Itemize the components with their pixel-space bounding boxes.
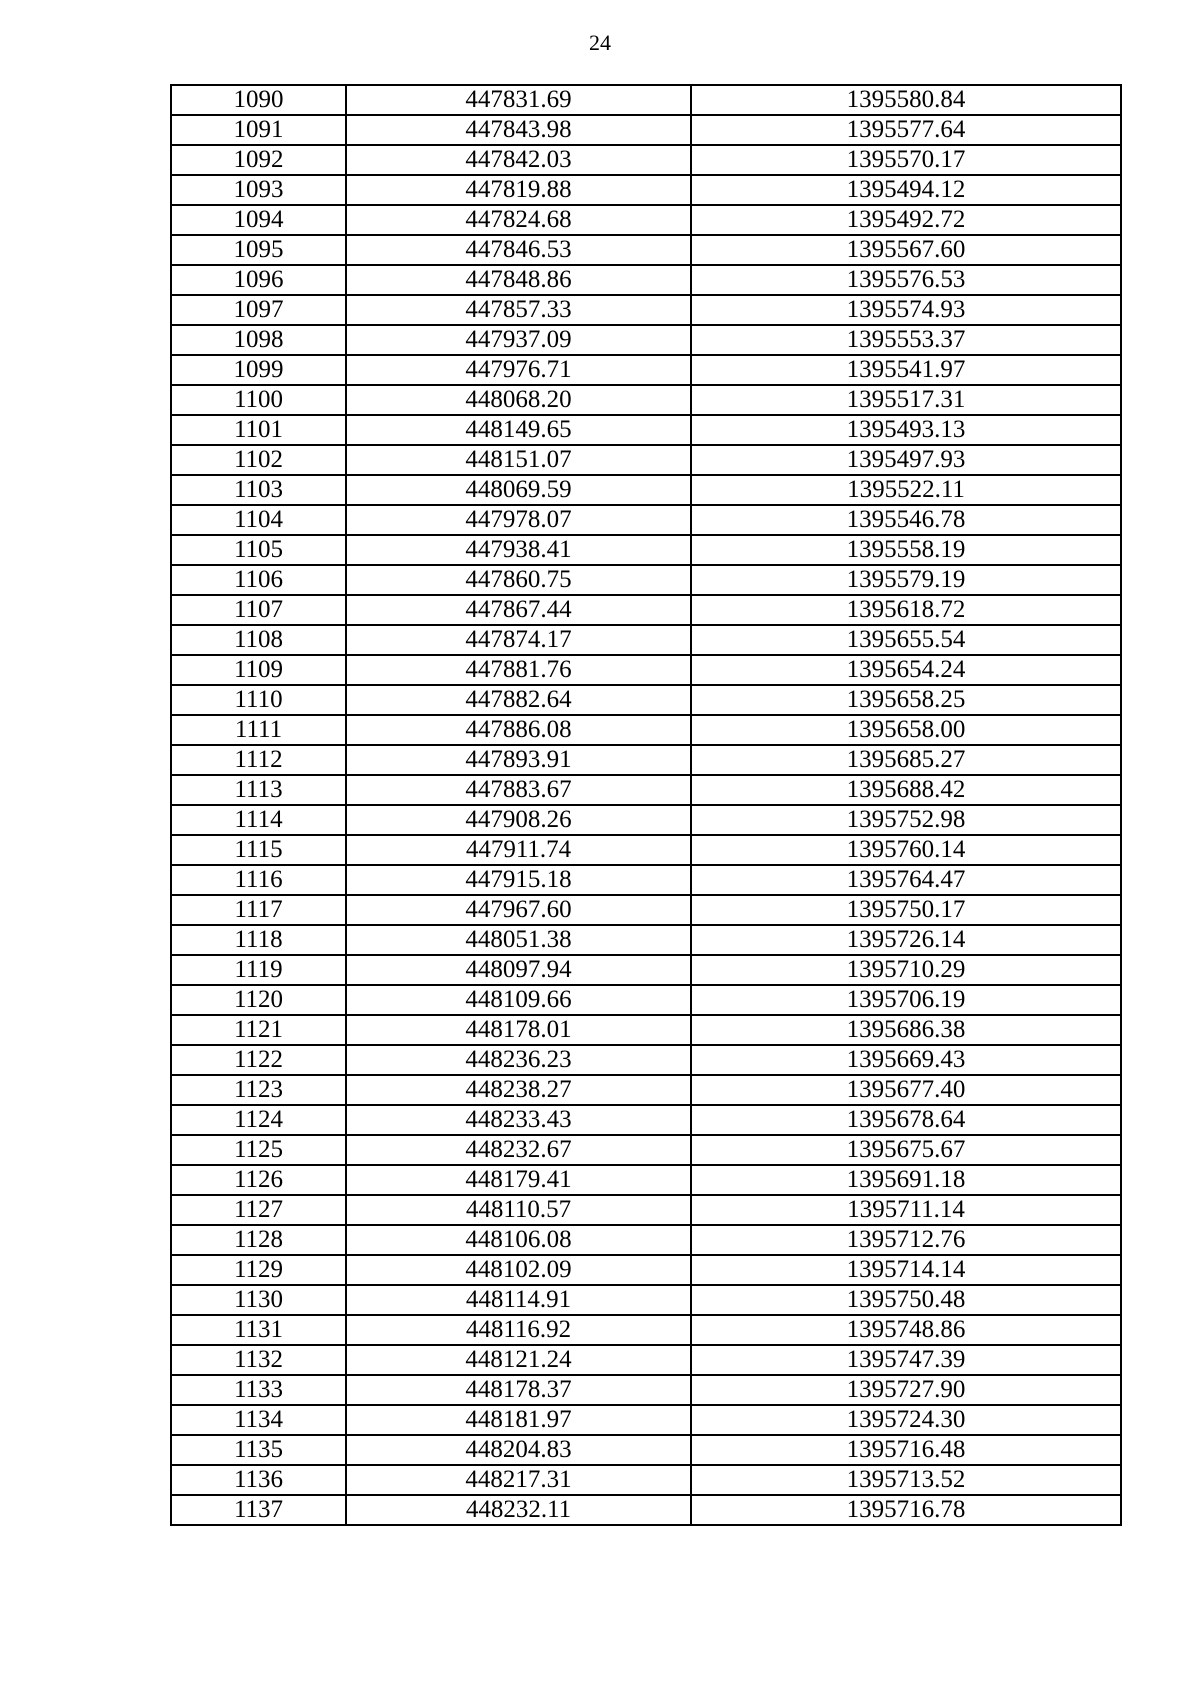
table-row [171, 1255, 1121, 1285]
y-coordinate-cell: 1395688.42 [691, 775, 1121, 805]
y-coordinate-cell: 1395577.64 [691, 115, 1121, 145]
y-coordinate-cell: 1395522.11 [691, 475, 1121, 505]
y-coordinate-cell: 1395711.14 [691, 1195, 1121, 1225]
x-coordinate-cell: 447886.08 [346, 715, 691, 745]
x-coordinate-cell: 447857.33 [346, 295, 691, 325]
point-number-cell: 1124 [171, 1105, 346, 1135]
y-coordinate-cell: 1395541.97 [691, 355, 1121, 385]
x-coordinate-cell: 448110.57 [346, 1195, 691, 1225]
point-number-cell: 1118 [171, 925, 346, 955]
point-number-cell: 1090 [171, 85, 346, 115]
coordinates-table-body [171, 85, 1121, 1525]
point-number-cell: 1122 [171, 1045, 346, 1075]
x-coordinate-cell: 447893.91 [346, 745, 691, 775]
x-coordinate-cell: 448114.91 [346, 1285, 691, 1315]
table-row [171, 1225, 1121, 1255]
point-number-cell: 1100 [171, 385, 346, 415]
x-coordinate-cell: 447867.44 [346, 595, 691, 625]
x-coordinate-cell: 447967.60 [346, 895, 691, 925]
table-row [171, 355, 1121, 385]
x-coordinate-cell: 448178.01 [346, 1015, 691, 1045]
x-coordinate-cell: 447842.03 [346, 145, 691, 175]
x-coordinate-cell: 447848.86 [346, 265, 691, 295]
y-coordinate-cell: 1395706.19 [691, 985, 1121, 1015]
table-row [171, 145, 1121, 175]
table-row [171, 895, 1121, 925]
x-coordinate-cell: 448069.59 [346, 475, 691, 505]
x-coordinate-cell: 448121.24 [346, 1345, 691, 1375]
table-row [171, 475, 1121, 505]
x-coordinate-cell: 447883.67 [346, 775, 691, 805]
point-number-cell: 1115 [171, 835, 346, 865]
y-coordinate-cell: 1395497.93 [691, 445, 1121, 475]
point-number-cell: 1135 [171, 1435, 346, 1465]
x-coordinate-cell: 448051.38 [346, 925, 691, 955]
y-coordinate-cell: 1395669.43 [691, 1045, 1121, 1075]
y-coordinate-cell: 1395747.39 [691, 1345, 1121, 1375]
y-coordinate-cell: 1395580.84 [691, 85, 1121, 115]
table-row [171, 175, 1121, 205]
point-number-cell: 1107 [171, 595, 346, 625]
table-row [171, 1105, 1121, 1135]
table-row [171, 1495, 1121, 1525]
table-row [171, 1435, 1121, 1465]
table-row [171, 1135, 1121, 1165]
point-number-cell: 1120 [171, 985, 346, 1015]
x-coordinate-cell: 447908.26 [346, 805, 691, 835]
point-number-cell: 1104 [171, 505, 346, 535]
table-row [171, 85, 1121, 115]
point-number-cell: 1109 [171, 655, 346, 685]
x-coordinate-cell: 447881.76 [346, 655, 691, 685]
point-number-cell: 1136 [171, 1465, 346, 1495]
x-coordinate-cell: 447831.69 [346, 85, 691, 115]
table-row [171, 385, 1121, 415]
x-coordinate-cell: 448178.37 [346, 1375, 691, 1405]
table-row [171, 745, 1121, 775]
point-number-cell: 1121 [171, 1015, 346, 1045]
table-row [171, 1075, 1121, 1105]
y-coordinate-cell: 1395748.86 [691, 1315, 1121, 1345]
x-coordinate-cell: 448233.43 [346, 1105, 691, 1135]
y-coordinate-cell: 1395686.38 [691, 1015, 1121, 1045]
point-number-cell: 1130 [171, 1285, 346, 1315]
x-coordinate-cell: 447860.75 [346, 565, 691, 595]
x-coordinate-cell: 448232.11 [346, 1495, 691, 1525]
x-coordinate-cell: 447911.74 [346, 835, 691, 865]
table-row [171, 655, 1121, 685]
y-coordinate-cell: 1395658.00 [691, 715, 1121, 745]
y-coordinate-cell: 1395658.25 [691, 685, 1121, 715]
x-coordinate-cell: 448204.83 [346, 1435, 691, 1465]
table-row [171, 1465, 1121, 1495]
y-coordinate-cell: 1395710.29 [691, 955, 1121, 985]
table-row [171, 985, 1121, 1015]
table-row [171, 1375, 1121, 1405]
y-coordinate-cell: 1395685.27 [691, 745, 1121, 775]
table-row [171, 295, 1121, 325]
x-coordinate-cell: 447874.17 [346, 625, 691, 655]
table-row [171, 955, 1121, 985]
x-coordinate-cell: 447978.07 [346, 505, 691, 535]
point-number-cell: 1116 [171, 865, 346, 895]
point-number-cell: 1117 [171, 895, 346, 925]
table-row [171, 835, 1121, 865]
table-row [171, 685, 1121, 715]
y-coordinate-cell: 1395726.14 [691, 925, 1121, 955]
table-row [171, 715, 1121, 745]
y-coordinate-cell: 1395764.47 [691, 865, 1121, 895]
y-coordinate-cell: 1395567.60 [691, 235, 1121, 265]
x-coordinate-cell: 447937.09 [346, 325, 691, 355]
y-coordinate-cell: 1395570.17 [691, 145, 1121, 175]
point-number-cell: 1112 [171, 745, 346, 775]
y-coordinate-cell: 1395714.14 [691, 1255, 1121, 1285]
point-number-cell: 1119 [171, 955, 346, 985]
x-coordinate-cell: 448097.94 [346, 955, 691, 985]
x-coordinate-cell: 448068.20 [346, 385, 691, 415]
point-number-cell: 1093 [171, 175, 346, 205]
x-coordinate-cell: 448179.41 [346, 1165, 691, 1195]
y-coordinate-cell: 1395716.78 [691, 1495, 1121, 1525]
point-number-cell: 1110 [171, 685, 346, 715]
point-number-cell: 1137 [171, 1495, 346, 1525]
point-number-cell: 1099 [171, 355, 346, 385]
page-number: 24 [589, 30, 611, 55]
table-row [171, 1015, 1121, 1045]
y-coordinate-cell: 1395678.64 [691, 1105, 1121, 1135]
point-number-cell: 1113 [171, 775, 346, 805]
y-coordinate-cell: 1395752.98 [691, 805, 1121, 835]
point-number-cell: 1092 [171, 145, 346, 175]
y-coordinate-cell: 1395618.72 [691, 595, 1121, 625]
table-row [171, 205, 1121, 235]
table-row [171, 925, 1121, 955]
x-coordinate-cell: 448232.67 [346, 1135, 691, 1165]
table-row [171, 625, 1121, 655]
point-number-cell: 1106 [171, 565, 346, 595]
point-number-cell: 1114 [171, 805, 346, 835]
x-coordinate-cell: 447846.53 [346, 235, 691, 265]
x-coordinate-cell: 448149.65 [346, 415, 691, 445]
x-coordinate-cell: 447976.71 [346, 355, 691, 385]
x-coordinate-cell: 447915.18 [346, 865, 691, 895]
y-coordinate-cell: 1395493.13 [691, 415, 1121, 445]
table-row [171, 415, 1121, 445]
table-row [171, 1165, 1121, 1195]
y-coordinate-cell: 1395716.48 [691, 1435, 1121, 1465]
x-coordinate-cell: 448181.97 [346, 1405, 691, 1435]
y-coordinate-cell: 1395576.53 [691, 265, 1121, 295]
table-row [171, 505, 1121, 535]
y-coordinate-cell: 1395558.19 [691, 535, 1121, 565]
table-row [171, 775, 1121, 805]
x-coordinate-cell: 448106.08 [346, 1225, 691, 1255]
x-coordinate-cell: 448236.23 [346, 1045, 691, 1075]
y-coordinate-cell: 1395760.14 [691, 835, 1121, 865]
point-number-cell: 1103 [171, 475, 346, 505]
x-coordinate-cell: 447824.68 [346, 205, 691, 235]
x-coordinate-cell: 448116.92 [346, 1315, 691, 1345]
table-row [171, 535, 1121, 565]
y-coordinate-cell: 1395546.78 [691, 505, 1121, 535]
point-number-cell: 1101 [171, 415, 346, 445]
table-row [171, 805, 1121, 835]
x-coordinate-cell: 448238.27 [346, 1075, 691, 1105]
y-coordinate-cell: 1395724.30 [691, 1405, 1121, 1435]
table-row [171, 1405, 1121, 1435]
x-coordinate-cell: 448109.66 [346, 985, 691, 1015]
y-coordinate-cell: 1395494.12 [691, 175, 1121, 205]
point-number-cell: 1133 [171, 1375, 346, 1405]
point-number-cell: 1134 [171, 1405, 346, 1435]
x-coordinate-cell: 447819.88 [346, 175, 691, 205]
y-coordinate-cell: 1395574.93 [691, 295, 1121, 325]
table-row [171, 265, 1121, 295]
y-coordinate-cell: 1395712.76 [691, 1225, 1121, 1255]
point-number-cell: 1111 [171, 715, 346, 745]
point-number-cell: 1126 [171, 1165, 346, 1195]
point-number-cell: 1095 [171, 235, 346, 265]
table-row [171, 445, 1121, 475]
point-number-cell: 1129 [171, 1255, 346, 1285]
point-number-cell: 1097 [171, 295, 346, 325]
y-coordinate-cell: 1395750.17 [691, 895, 1121, 925]
table-row [171, 1315, 1121, 1345]
y-coordinate-cell: 1395579.19 [691, 565, 1121, 595]
point-number-cell: 1125 [171, 1135, 346, 1165]
y-coordinate-cell: 1395677.40 [691, 1075, 1121, 1105]
y-coordinate-cell: 1395727.90 [691, 1375, 1121, 1405]
table-row [171, 235, 1121, 265]
point-number-cell: 1098 [171, 325, 346, 355]
table-row [171, 325, 1121, 355]
table-row [171, 1285, 1121, 1315]
table-row [171, 1345, 1121, 1375]
y-coordinate-cell: 1395713.52 [691, 1465, 1121, 1495]
point-number-cell: 1127 [171, 1195, 346, 1225]
point-number-cell: 1096 [171, 265, 346, 295]
point-number-cell: 1105 [171, 535, 346, 565]
x-coordinate-cell: 447882.64 [346, 685, 691, 715]
x-coordinate-cell: 448102.09 [346, 1255, 691, 1285]
y-coordinate-cell: 1395492.72 [691, 205, 1121, 235]
point-number-cell: 1131 [171, 1315, 346, 1345]
table-row [171, 1195, 1121, 1225]
y-coordinate-cell: 1395750.48 [691, 1285, 1121, 1315]
coordinates-table [170, 84, 1122, 1526]
point-number-cell: 1108 [171, 625, 346, 655]
y-coordinate-cell: 1395655.54 [691, 625, 1121, 655]
point-number-cell: 1102 [171, 445, 346, 475]
table-row [171, 595, 1121, 625]
point-number-cell: 1091 [171, 115, 346, 145]
y-coordinate-cell: 1395691.18 [691, 1165, 1121, 1195]
point-number-cell: 1128 [171, 1225, 346, 1255]
point-number-cell: 1132 [171, 1345, 346, 1375]
point-number-cell: 1123 [171, 1075, 346, 1105]
table-row [171, 865, 1121, 895]
point-number-cell: 1094 [171, 205, 346, 235]
y-coordinate-cell: 1395553.37 [691, 325, 1121, 355]
x-coordinate-cell: 447938.41 [346, 535, 691, 565]
y-coordinate-cell: 1395675.67 [691, 1135, 1121, 1165]
x-coordinate-cell: 448217.31 [346, 1465, 691, 1495]
table-row [171, 565, 1121, 595]
table-row [171, 115, 1121, 145]
x-coordinate-cell: 448151.07 [346, 445, 691, 475]
y-coordinate-cell: 1395654.24 [691, 655, 1121, 685]
table-row [171, 1045, 1121, 1075]
x-coordinate-cell: 447843.98 [346, 115, 691, 145]
y-coordinate-cell: 1395517.31 [691, 385, 1121, 415]
